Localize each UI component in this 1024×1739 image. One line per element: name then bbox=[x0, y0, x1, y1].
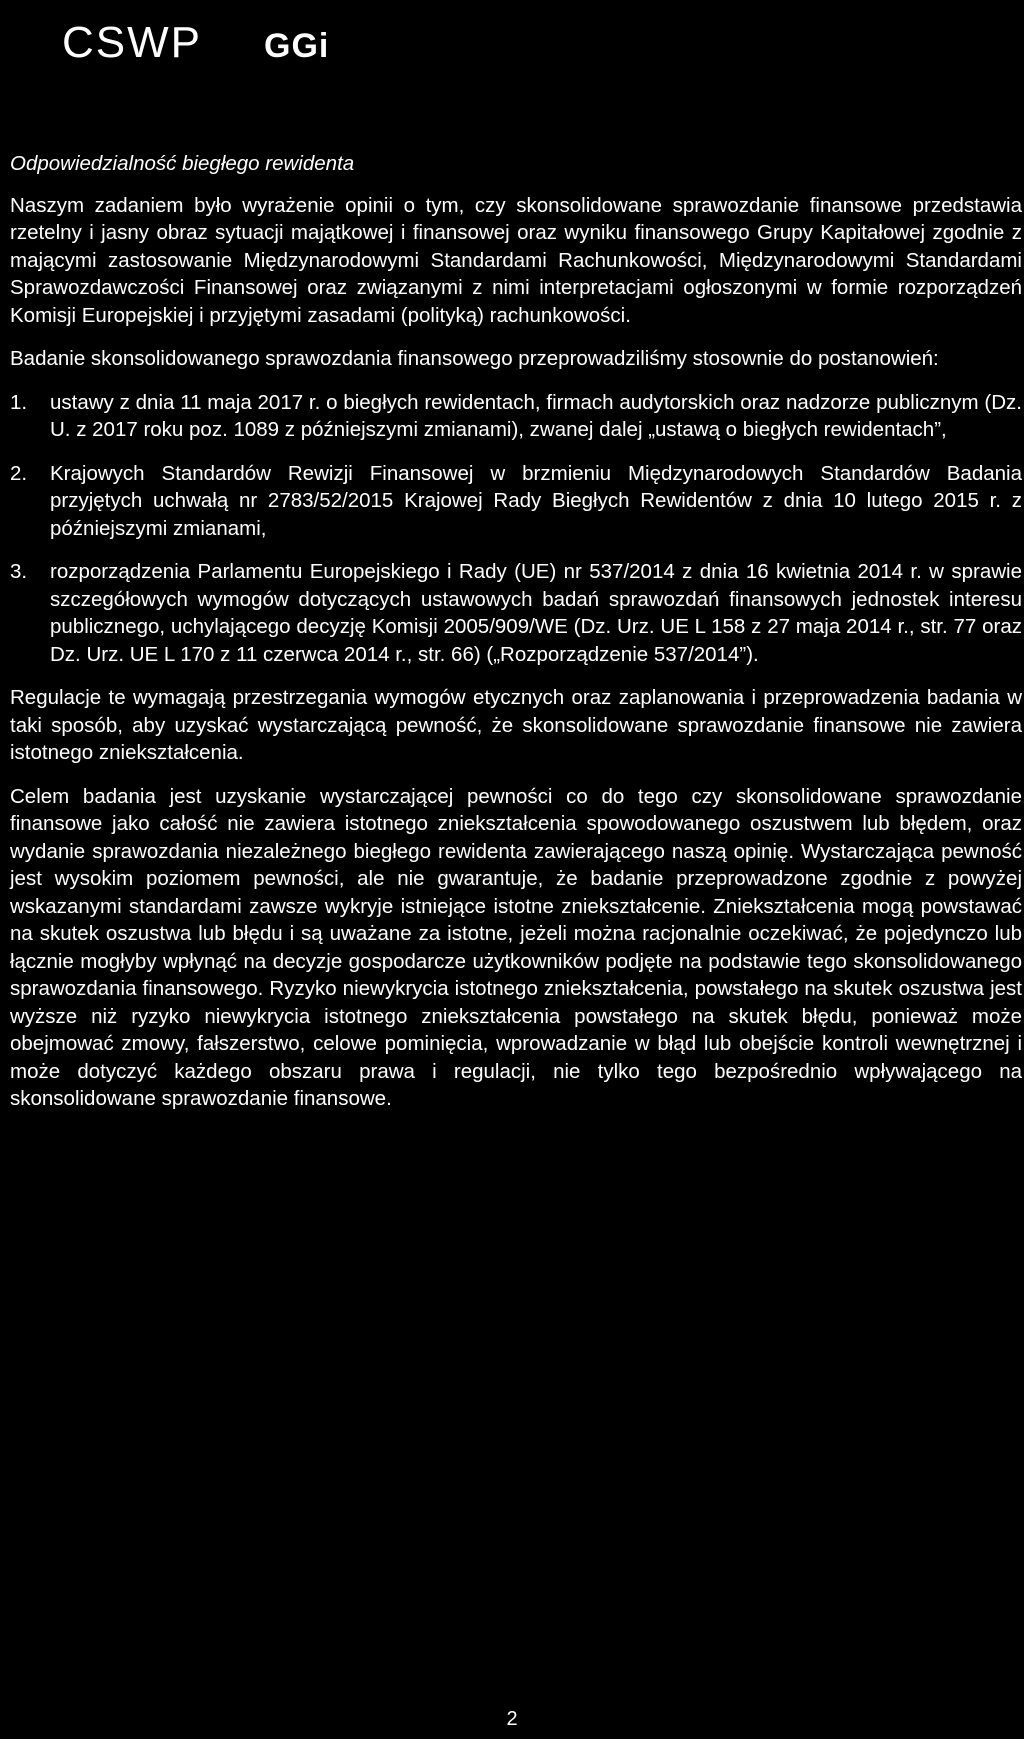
ggi-logo: GGi bbox=[264, 26, 330, 65]
paragraph-audit-objective: Celem badania jest uzyskanie wystarczającej pewności co do tego czy skonsolidowane sprawozdanie finansowe jako całość nie zawiera istotnego zniekształcenia spowodowanego oszustwem lub błędem, oraz wydanie sprawozdania niezależnego biegłego rewidenta zawierającego naszą opinię. Wystarczająca pewność jest wysokim poziomem pewności, ale nie gwarantuje, że badanie przeprowadzone zgodnie z powyżej wskazanymi standardami zawsze wykryje istniejące istotne zniekształcenie. Zniekształcenia mogą powstawać na skutek oszustwa lub błędu i są uważane za istotne, jeżeli można racjonalnie oczekiwać, że pojedynczo lub łącznie mogłyby wpłynąć na decyzje gospodarcze użytkowników podjęte na podstawie tego skonsolidowanego sprawozdania finansowego. Ryzyko niewykrycia istotnego zniekształcenia, powstałego na skutek oszustwa jest wyższe niż ryzyko niewykrycia istotnego zniekształcenia powstałego na skutek błędu, ponieważ może obejmować zmowy, fałszerstwo, celowe pominięcia, wprowadzanie w błąd lub obejście kontroli wewnętrznej i może dotyczyć każdego obszaru prawa i regulacji, nie tylko tego bezpośrednio wpływającego na skonsolidowane sprawozdanie finansowe. bbox=[10, 784, 1022, 1110]
list-item-number: 1. bbox=[10, 390, 28, 414]
list-item bbox=[10, 558, 1022, 668]
list-item-number: 2. bbox=[10, 461, 28, 485]
paragraph-auditor-task: Naszym zadaniem było wyrażenie opinii o tym, czy skonsolidowane sprawozdanie finansowe przedstawia rzetelny i jasny obraz sytuacji majątkowej i finansowej oraz wyniku finansowego Grupy Kapitałowej zgodnie z mającymi zastosowanie Międzynarodowymi Standardami Rachunkowości, Międzynarodowymi Standardami Sprawozdawczości Finansowej oraz związanymi z nimi interpretacjami ogłoszonymi w formie rozporządzeń Komisji Europejskiej i przyjętymi zasadami (polityką) rachunkowości. bbox=[10, 193, 1022, 327]
list-item bbox=[10, 460, 1022, 543]
page-number: 2 bbox=[506, 1708, 518, 1730]
paragraph-audit-basis: Badanie skonsolidowanego sprawozdania finansowego przeprowadziliśmy stosownie do postanowień: bbox=[10, 347, 939, 370]
regulations-list bbox=[10, 389, 1022, 669]
paragraph-ethics-requirements: Regulacje te wymagają przestrzegania wymogów etycznych oraz zaplanowania i przeprowadzenia badania w taki sposób, aby uzyskać wystarczającą pewność, że skonsolidowane sprawozdanie finansowe nie zawiera istotnego zniekształcenia. bbox=[10, 686, 1022, 764]
list-item bbox=[10, 389, 1022, 444]
list-item-text: Krajowych Standardów Rewizji Finansowej w brzmieniu Międzynarodowych Standardów Badania przyjętych uchwałą nr 2783/52/2015 Krajowej Rady Biegłych Rewidentów z dnia 10 lutego 2015 r. z późniejszymi zmianami, bbox=[50, 461, 1022, 540]
cswp-logo: CSWP bbox=[62, 18, 202, 67]
document-header bbox=[62, 18, 329, 68]
list-item-number: 3. bbox=[10, 560, 28, 583]
section-heading: Odpowiedzialność biegłego rewidenta bbox=[10, 152, 355, 175]
list-item-text: rozporządzenia Parlamentu Europejskiego i Rady (UE) nr 537/2014 z dnia 16 kwietnia 2014 r. w sprawie szczegółowych wymogów dotyczących ustawowych badań sprawozdań finansowych jednostek interesu publicznego, uchylającego decyzję Komisji 2005/909/WE (Dz. Urz. UE L 158 z 27 maja 2014 r., str. 77 oraz Dz. Urz. UE L 170 z 11 czerwca 2014 r., str. 66) („Rozporządzenie 537/2014”). bbox=[50, 560, 1022, 666]
list-item-text: ustawy z dnia 11 maja 2017 r. o biegłych rewidentach, firmach audytorskich oraz nadzorze publicznym (Dz. U. z 2017 roku poz. 1089 z późniejszymi zmianami), zwanej dalej „ustawą o biegłych rewidentach”, bbox=[50, 390, 1022, 441]
document-body bbox=[10, 150, 1022, 1129]
